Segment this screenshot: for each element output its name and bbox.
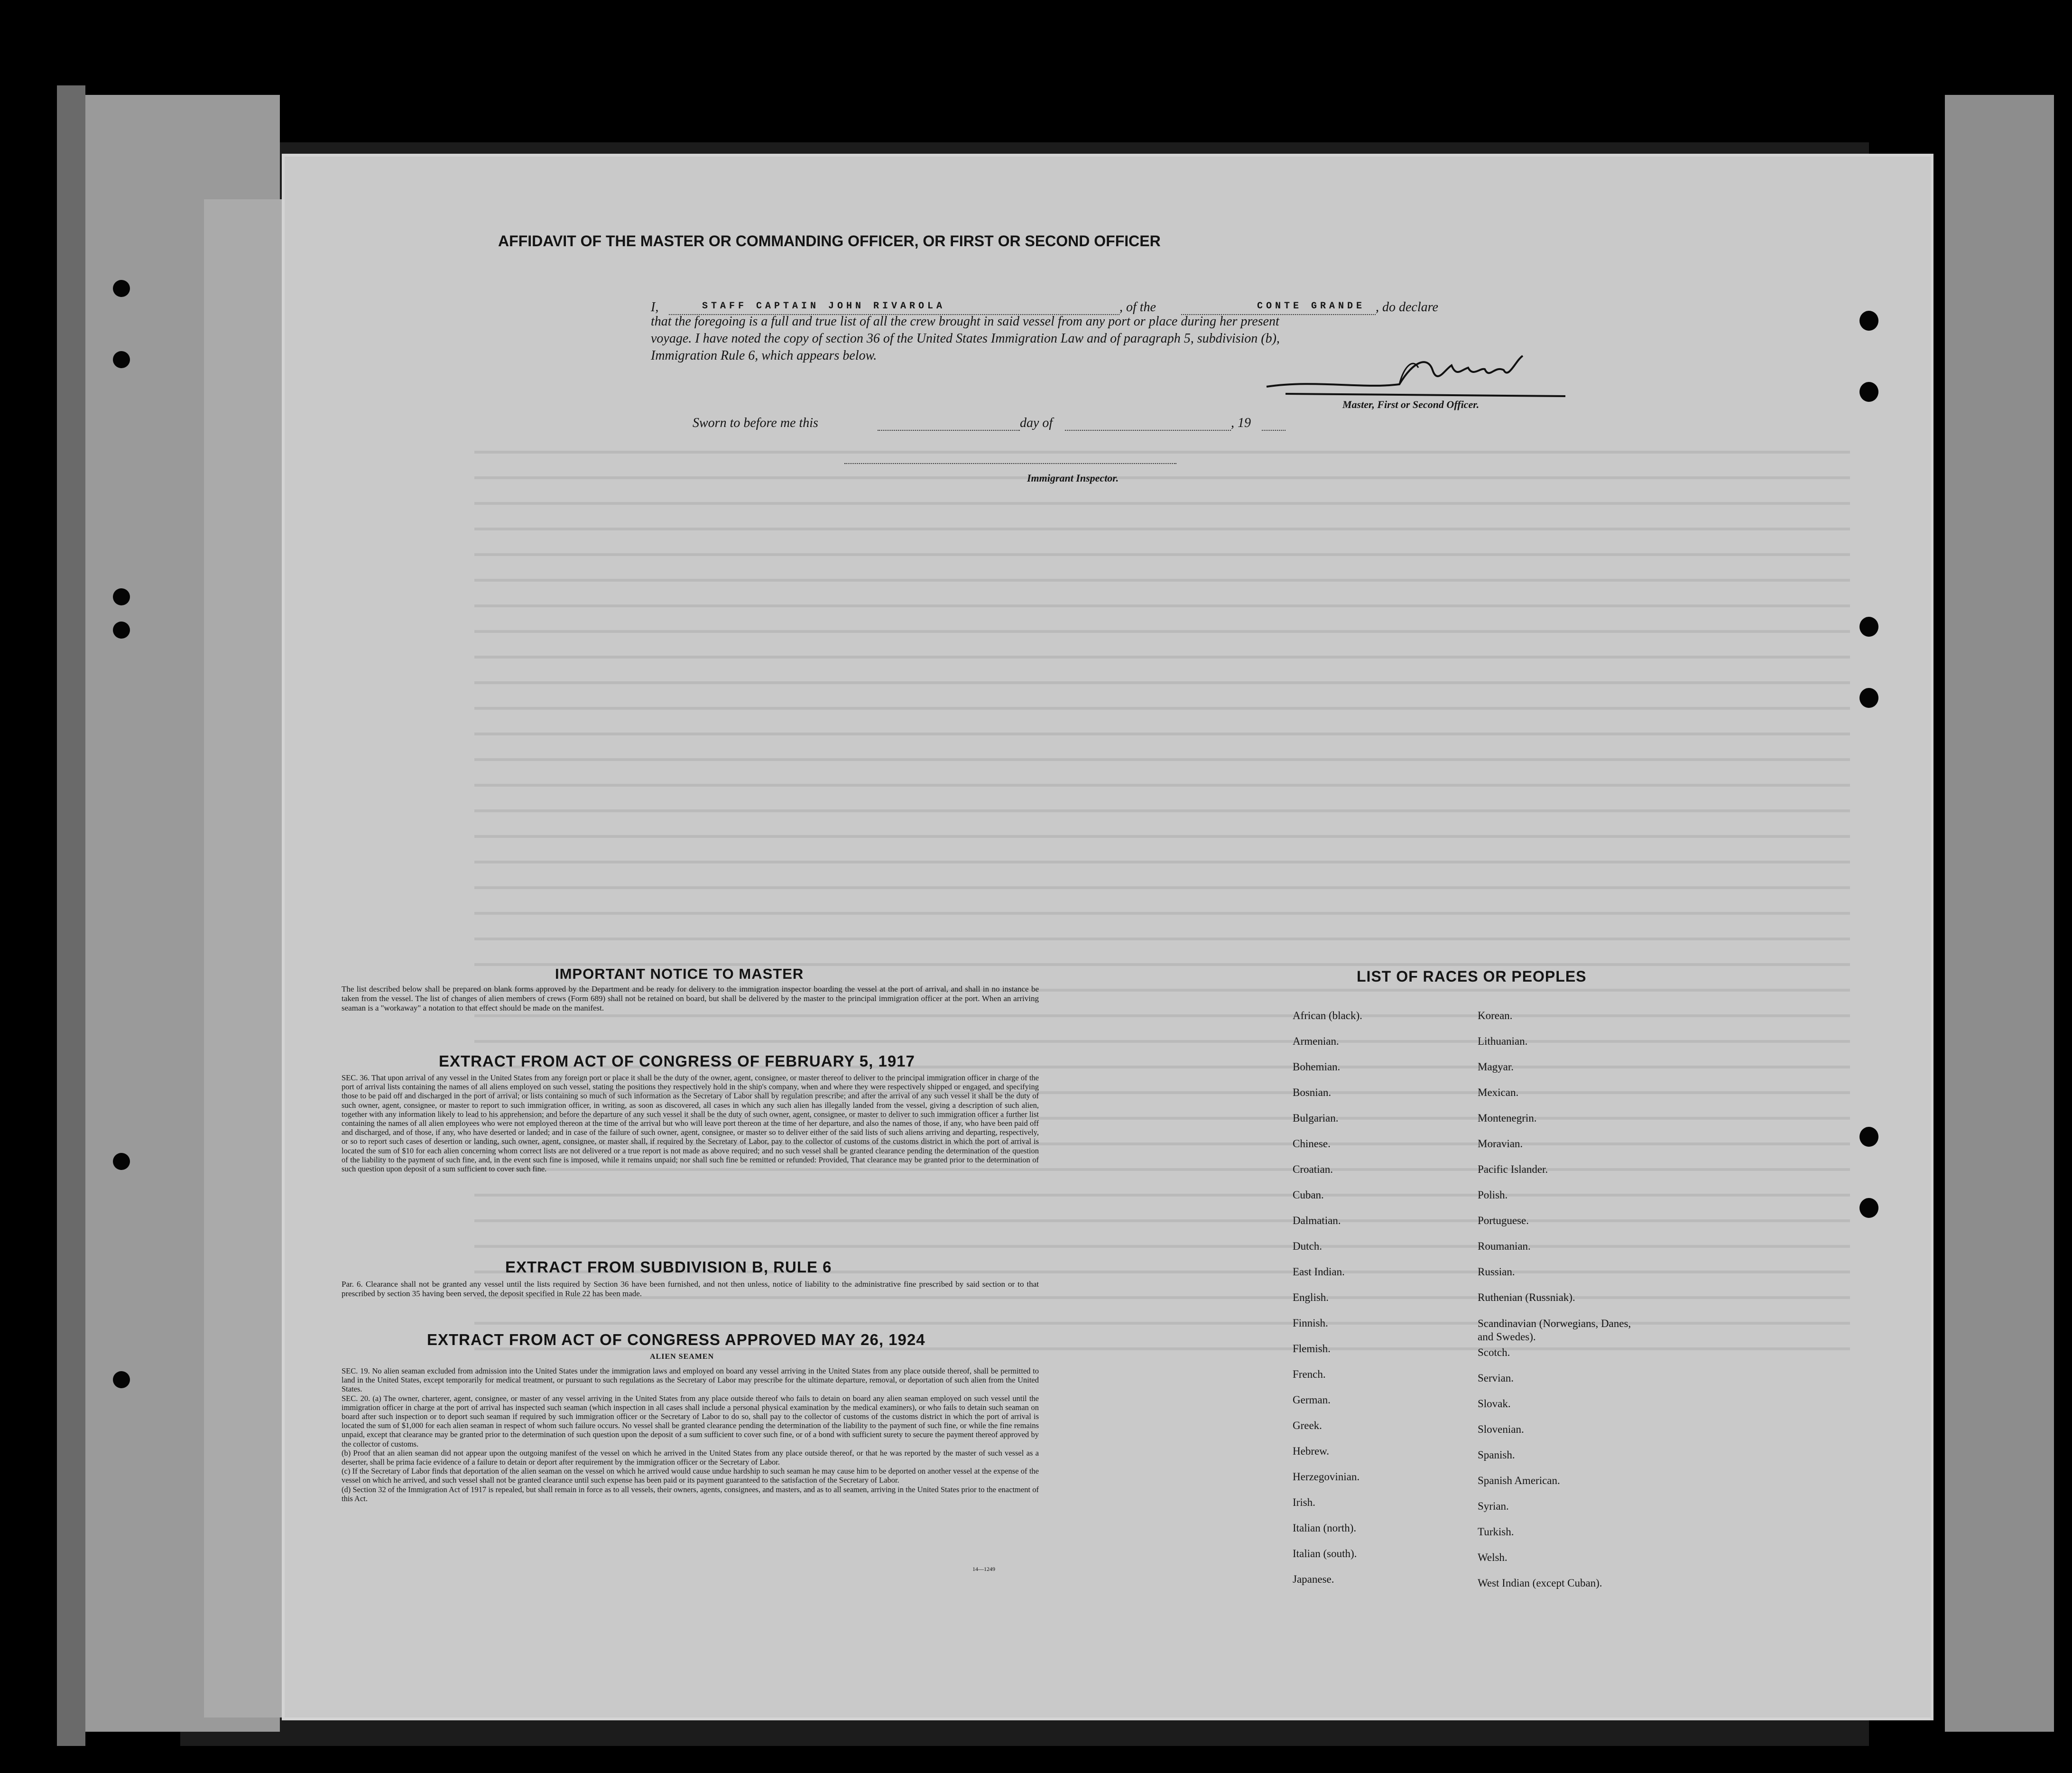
form-number: 14—1249 <box>972 1566 995 1572</box>
race-item: Chinese. <box>1293 1138 1331 1150</box>
race-item: Korean. <box>1478 1010 1513 1021</box>
race-item: Italian (north). <box>1293 1522 1357 1534</box>
punch-hole <box>1859 688 1878 708</box>
punch-hole <box>1859 1198 1878 1218</box>
punch-hole <box>1859 311 1878 331</box>
race-item: Pacific Islander. <box>1478 1163 1548 1175</box>
inspector-caption: Immigrant Inspector. <box>1027 472 1119 484</box>
race-item: Scotch. <box>1478 1346 1510 1358</box>
punch-hole <box>113 1371 130 1388</box>
race-item: Spanish. <box>1478 1449 1515 1461</box>
sworn-day-line <box>878 430 1020 431</box>
race-item: African (black). <box>1293 1010 1362 1021</box>
race-item: Bosnian. <box>1293 1086 1332 1098</box>
sworn-label: Sworn to before me this <box>693 416 818 430</box>
race-item: West Indian (except Cuban). <box>1478 1577 1602 1589</box>
race-item: Flemish. <box>1293 1343 1331 1355</box>
race-item: Servian. <box>1478 1372 1514 1384</box>
punch-hole <box>1859 1127 1878 1147</box>
bleed-through-text <box>474 451 1850 1352</box>
inspector-signature-line <box>844 463 1176 464</box>
affidavit-line-3: Immigration Rule 6, which appears below. <box>651 348 877 363</box>
do-declare-label: , do declare <box>1376 300 1438 315</box>
race-item: Magyar. <box>1478 1061 1514 1073</box>
race-item: Lithuanian. <box>1478 1035 1528 1047</box>
race-item: English. <box>1293 1291 1329 1303</box>
extract-1924-subtitle: ALIEN SEAMEN <box>650 1353 714 1361</box>
race-item: Dalmatian. <box>1293 1215 1341 1226</box>
race-item: Spanish American. <box>1478 1475 1560 1486</box>
sworn-month-line <box>1065 430 1231 431</box>
binding-strip <box>57 85 85 1746</box>
race-item: Montenegrin. <box>1478 1112 1537 1124</box>
race-item: Hebrew. <box>1293 1445 1330 1457</box>
sworn-year-line <box>1262 430 1286 431</box>
year-label: , 19 <box>1231 416 1251 430</box>
race-item: Herzegovinian. <box>1293 1471 1360 1483</box>
punch-hole <box>1859 382 1878 402</box>
race-item: Syrian. <box>1478 1500 1509 1512</box>
extract-rule6-text: Par. 6. Clearance shall not be granted any vessel until the lists required by Section 36 have been furnished, and not then unless, notice of liability to the administrative fine prescribed by said section or to that prescribed by section 35 having been served, the deposit specified in Rule 22 has been made. <box>342 1280 1039 1298</box>
races-title: LIST OF RACES OR PEOPLES <box>1357 968 1587 985</box>
race-item: Turkish. <box>1478 1526 1514 1538</box>
notice-text: The list described below shall be prepared on blank forms approved by the Department and be ready for delivery to the immigration inspector boarding the vessel at the port of arrival, and shall in no instance be taken from the vessel. The list of changes of alien members of crews (Form 689) shall not be retained on board, but shall be delivered by the master to the principal immigration officer at the port. When an arriving seaman is a "workaway" a notation to that effect should be made on the manifest. <box>342 984 1039 1012</box>
race-item: Mexican. <box>1478 1086 1519 1098</box>
race-item: Greek. <box>1293 1420 1322 1431</box>
race-item: Scandinavian (Norwegians, Danes, and Swedes). <box>1478 1318 1631 1343</box>
declarant-prefix: I, <box>651 300 659 315</box>
officer-signature <box>1257 351 1570 403</box>
extract-1924-title: EXTRACT FROM ACT OF CONGRESS APPROVED MAY 26, 1924 <box>427 1331 925 1348</box>
race-item: Irish. <box>1293 1496 1315 1508</box>
race-item: Finnish. <box>1293 1317 1328 1329</box>
race-item: Armenian. <box>1293 1035 1339 1047</box>
vessel-name: CONTE GRANDE <box>1257 301 1366 312</box>
race-item: Bohemian. <box>1293 1061 1341 1073</box>
race-item: East Indian. <box>1293 1266 1345 1278</box>
punch-hole <box>113 622 130 639</box>
officer-name: STAFF CAPTAIN JOHN RIVAROLA <box>702 301 946 312</box>
race-item: Slovak. <box>1478 1398 1511 1410</box>
affidavit-line-1: that the foregoing is a full and true list of all the crew brought in said vessel from any port or place during her present <box>651 314 1279 329</box>
punch-hole <box>113 1153 130 1170</box>
race-item: Italian (south). <box>1293 1548 1357 1559</box>
extract-1917-title: EXTRACT FROM ACT OF CONGRESS OF FEBRUARY 5, 1917 <box>439 1052 915 1070</box>
race-item: Welsh. <box>1478 1551 1508 1563</box>
punch-hole <box>1859 617 1878 637</box>
race-item: Roumanian. <box>1478 1240 1531 1252</box>
notice-title: IMPORTANT NOTICE TO MASTER <box>555 965 804 982</box>
of-the-label: , of the <box>1119 300 1156 315</box>
extract-rule6-title: EXTRACT FROM SUBDIVISION B, RULE 6 <box>505 1258 832 1276</box>
extract-1924-text: SEC. 19. No alien seaman excluded from admission into the United States under the immigration laws and employed on board any vessel arriving in the United States from any place outside thereof, shall be permitted to land in the United States, except temporarily for medical treatment, or pursuant to such regulations as the Secretary of Labor may prescribe for the ultimate departure, removal, or deportation of such alien from the United States. SEC. 20. (a) The owner, charterer, agent, consignee, or master of any vessel arriving in the United States from any place outside thereof who fails to detain on board any alien seaman employed on such vessel until the immigration officer in charge at the port of arrival has inspected such seaman (which inspection in all cases shall include a personal physical examination by the medical examiners), or who fails to detain such seaman on board after such inspection or to deport such seaman if required by such immigration officer or the Secretary of Labor to do so, shall pay to the collector of customs of the customs district in which the port of arrival is located the sum of $1,000 for each alien seaman in respect of whom such failure occurs. No vessel shall be granted clearance pending the determination of the liability to the payment of such fine, or while the fine remains unpaid, except that clearance may be granted prior to the determination of such question upon the deposit of a sum sufficient to cover such fine, or of a bond with sufficient surety to secure the payment thereof approved by the collector of customs. (b) Proof that an alien seaman did not appear upon the outgoing manifest of the vessel on which he arrived in the United States from any place outside thereof, or that he was reported by the master of such vessel as a deserter, shall be prima facie evidence of a failure to detain or deport after requirement by the immigration officer or the Secretary of Labor. (c) If the Secretary of Labor finds that deportation of the alien seaman on the vessel on which he arrived would cause undue hardship to such seaman he may cause him to be deported on another vessel at the expense of the vessel on which he arrived, and such vessel shall not be granted clearance until such expense has been paid or its payment guaranteed to the satisfaction of the Secretary of Labor. (d) Section 32 of the Immigration Act of 1917 is repealed, but shall remain in force as to all vessels, their owners, agents, consignees, and masters, and as to all seamen, arriving in the United States prior to the enactment of this Act. <box>342 1366 1039 1503</box>
race-item: Japanese. <box>1293 1573 1334 1585</box>
punch-hole <box>113 588 130 605</box>
punch-hole <box>113 351 130 368</box>
race-item: Cuban. <box>1293 1189 1324 1201</box>
race-item: French. <box>1293 1368 1326 1380</box>
race-item: Ruthenian (Russniak). <box>1478 1291 1575 1303</box>
race-item: Croatian. <box>1293 1163 1333 1175</box>
extract-1917-text: SEC. 36. That upon arrival of any vessel in the United States from any foreign port or place it shall be the duty of the owner, agent, consignee, or master thereof to deliver to the principal immigration officer in charge of the port of arrival lists containing the names of all aliens employed on such vessel, stating the positions they respectively hold in the ship's company, when and where they were respectively shipped or engaged, and specifying those to be paid off and discharged in the port of arrival; or lists containing so much of such information as the Secretary of Labor shall by regulation prescribe; and after the arrival of any such vessel it shall be the duty of such owner, agent, consignee, or master to report to such immigration officer, in writing, as soon as discovered, all cases in which any such alien has illegally landed from the vessel, giving a description of such alien, together with any information likely to lead to his apprehension; and before the departure of any such vessel it shall be the duty of such owner, agent, consignee, or master to deliver to such immigration officer a further list containing the names of all alien employees who were not employed thereon at the time of the arrival but who will leave port thereon at the time of her departure, and also the names of those, if any, who have been paid off and discharged, and of those, if any, who have deserted or landed; and in case of the failure of such owner, agent, consignee, or master so to deliver either of the said lists of such aliens arriving and departing, respectively, or so to report such cases of desertion or landing, such owner, agent, consignee, or master shall, if required by the Secretary of Labor, pay to the collector of customs of the customs district in which the port of arrival is located the sum of $10 for each alien concerning whom correct lists are not delivered or a true report is not made as above required; and no such vessel shall be granted clearance pending the determination of the question of the liability to the payment of such fine, and, in the event such fine is imposed, while it remains unpaid; nor shall such fine be remitted or refunded: Provided, That clearance may be granted prior to the determination of such question upon deposit of a sum sufficient to cover such fine. <box>342 1073 1039 1174</box>
race-item: Dutch. <box>1293 1240 1322 1252</box>
race-item: Russian. <box>1478 1266 1515 1278</box>
race-item: Polish. <box>1478 1189 1508 1201</box>
punch-hole <box>113 280 130 297</box>
affidavit-line-2: voyage. I have noted the copy of section 36 of the United States Immigration Law and of paragraph 5, subdivision (b), <box>651 331 1280 346</box>
race-item: Portuguese. <box>1478 1215 1529 1226</box>
underlying-page-right <box>1945 95 2054 1732</box>
signature-caption: Master, First or Second Officer. <box>1342 399 1480 410</box>
race-item: Slovenian. <box>1478 1423 1524 1435</box>
day-of-label: day of <box>1020 416 1053 430</box>
race-item: Bulgarian. <box>1293 1112 1339 1124</box>
affidavit-title: AFFIDAVIT OF THE MASTER OR COMMANDING OFFICER, OR FIRST OR SECOND OFFICER <box>498 232 1161 250</box>
race-item: Moravian. <box>1478 1138 1523 1150</box>
race-item: German. <box>1293 1394 1331 1406</box>
